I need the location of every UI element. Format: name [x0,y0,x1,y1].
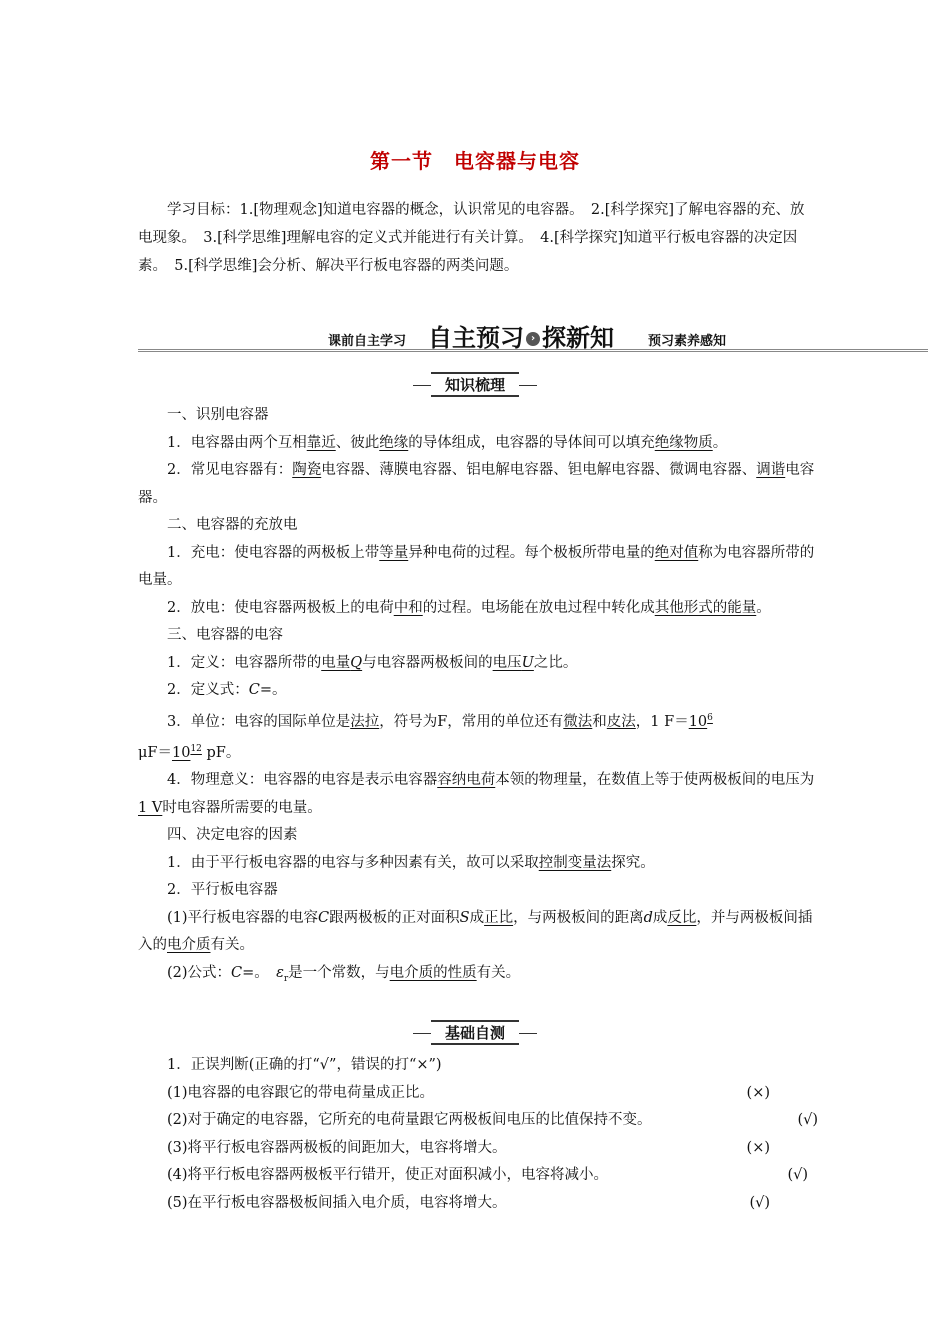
judgement-item: (2)对于确定的电容器，它所充的电荷量跟它两极板间电压的比值保持不变。 (√) [167,1112,818,1128]
paragraph-7: 3．单位：电容的国际单位是法拉，符号为F，常用的单位还有微法和皮法，1 $F=10^6$ $\mu F=10^{12}$ pF。 [138,712,713,761]
banner-right-label: 预习素养感知 [648,334,727,349]
chevron-right-icon: › [526,332,540,346]
heading-2: 二、电容器的充放电 [167,517,298,533]
heading-1: 一、识别电容器 [167,407,269,423]
paragraph-2: 2．常见电容器有：陶瓷电容器、薄膜电容器、铝电解电容器、钽电解电容器、微调电容器、调谐电容器。 [138,462,815,506]
paragraph-12: (2)公式：C=。 $\varepsilon_r$是一个常数，与电介质的性质有关。 [167,964,521,984]
heading-3: 三、电容器的电容 [167,627,283,643]
paragraph-11: (1)平行板电容器的电容C跟两极板的正对面积S成正比，与两极板间的距离d成反比，并与两极板间插入的电介质有关。 [138,909,813,954]
paragraph-1: 1．电容器由两个互相靠近、彼此绝缘的导体组成，电容器的导体间可以填充绝缘物质。 [167,434,728,451]
banner-main [428,318,614,353]
paragraph-6: 2．定义式：C=。 [167,682,287,698]
judgement-item: (5)在平行板电容器极板间插入电介质，电容将增大。 (√) [167,1194,770,1211]
section-tag-selftest-label: 基础自测 [431,1020,519,1045]
question-1: 1．正误判断(正确的打“√”，错误的打“×”) [167,1057,442,1073]
knowledge-content [138,402,818,993]
banner-left-label: 课前自主学习 [328,334,407,349]
judgement-item: (1)电容器的电容跟它的带电荷量成正比。 (×) [167,1084,770,1101]
section-tag-knowledge-label: 知识梳理 [431,372,519,397]
judgement-item: (3)将平行板电容器两极板的间距加大，电容将增大。 (×) [167,1139,770,1156]
banner-main-a: 自主预习 [428,324,524,352]
banner-main-b: 探新知 [542,324,614,352]
paragraph-9: 1．由于平行板电容器的电容与多种因素有关，故可以采取控制变量法探究。 [167,854,655,871]
paragraph-5: 1．定义：电容器所带的电量Q与电容器两极板间的电压U之比。 [167,654,578,671]
paragraph-3: 1．充电：使电容器的两极板上带等量异种电荷的过程。每个极板所带电量的绝对值称为电容器所带的电量。 [138,544,815,588]
banner-divider [138,349,928,352]
selftest-content [138,1052,818,1217]
section-tag-selftest [0,1020,950,1045]
heading-4: 四、决定电容的因素 [167,827,298,844]
section-banner [138,318,928,354]
paragraph-8: 4．物理意义：电容器的电容是表示电容器容纳电荷本领的物理量，在数值上等于使两极板间的电压为1 V时电容器所需要的电量。 [138,772,815,816]
paragraph-4: 2．放电：使电容器两极板上的电荷中和的过程。电场能在放电过程中转化成其他形式的能量。 [167,599,771,616]
paragraph-10: 2．平行板电容器 [167,882,278,899]
judgement-item: (4)将平行板电容器两极板平行错开，使正对面积减小，电容将减小。 (√) [167,1167,808,1183]
section-tag-knowledge [0,372,950,397]
learning-goals: 学习目标：1.[物理观念]知道电容器的概念，认识常见的电容器。 2.[科学探究]了解电容器的充、放电现象。 3.[科学思维]理解电容的定义式并能进行有关计算。 4.[科学探究]知道平行板电容器的决定因素。 5.[科学思维]会分析、解决平行板电容器的两类问题。 [138,202,805,274]
page-title: 第一节 电容器与电容 [370,149,580,173]
